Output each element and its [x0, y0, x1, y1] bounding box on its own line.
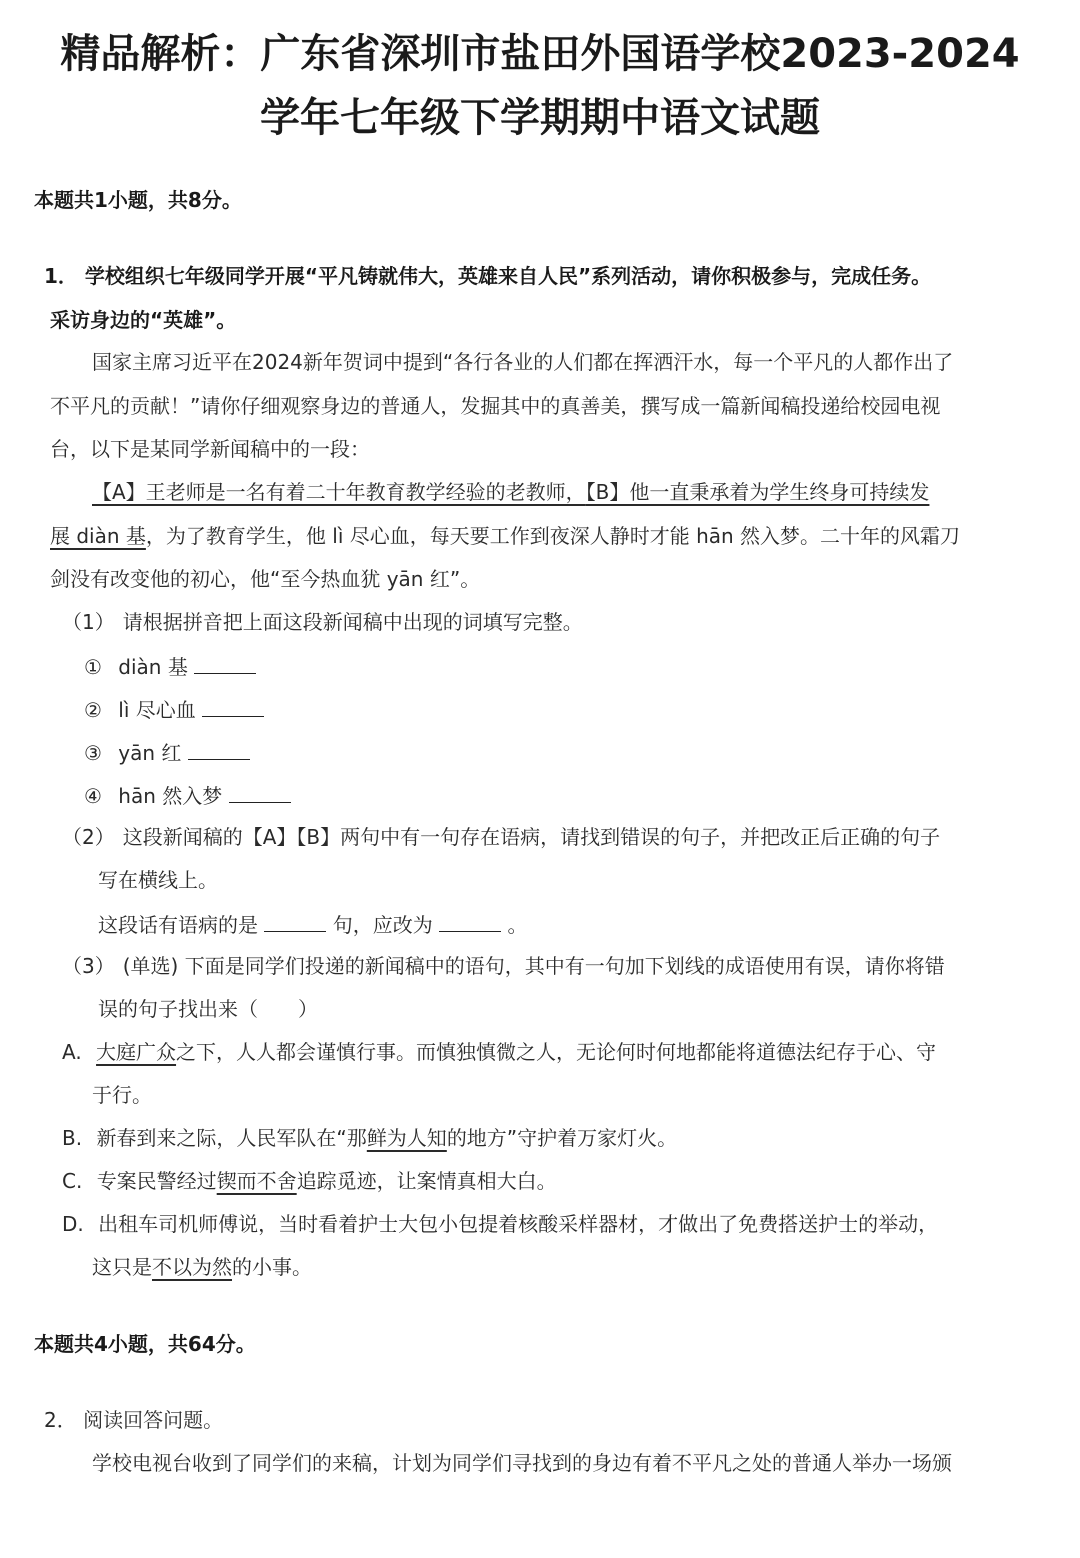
section-header: 本题共1小题，共8分。 — [34, 188, 242, 212]
option-d-cont: 这只是不以为然的小事。 — [92, 1255, 312, 1279]
correction-blank[interactable] — [439, 913, 501, 932]
answer-label: 这段话有语病的是 — [98, 913, 258, 937]
answer-blank[interactable] — [229, 784, 291, 803]
sub-text: 请根据拼音把上面这段新闻稿中出现的词填写完整。 — [122, 610, 583, 634]
sub-label: （2） — [62, 825, 115, 849]
question-2-prompt — [44, 1410, 223, 1430]
option-text: 大庭广众之下，人人都会谨慎行事。而慎独慎微之人，无论何时何地都能将道德法纪存于心、守 — [96, 1040, 937, 1064]
option-letter: A. — [62, 1040, 82, 1064]
question-number: 1． — [44, 264, 78, 288]
item-number: ④ — [84, 784, 102, 808]
sentence-a: 【A】王老师是一名有着二十年教育教学经验的老教师， — [92, 480, 586, 504]
question-2-text: 学校电视台收到了同学们的来稿，计划为同学们寻找到的身边有着不平凡之处的普通人举办一场颁 — [92, 1451, 952, 1475]
sentence-b-continued: 展 diàn 基 — [50, 524, 146, 548]
answer-blank[interactable] — [188, 741, 250, 760]
item-number: ② — [84, 698, 102, 722]
intro-line-1: 国家主席习近平在2024新年贺词中提到“各行各业的人们都在挥洒汗水，每一个平凡的人都作出了 — [92, 350, 954, 374]
sub-question-2-cont: 写在横线上。 — [98, 868, 218, 892]
question-text: 阅读回答问题。 — [83, 1408, 224, 1432]
passage-line-3: 剑没有改变他的初心，他“至今热血犹 yān 红”。 — [50, 567, 481, 591]
option-d[interactable] — [62, 1214, 938, 1234]
question-number: 2． — [44, 1408, 77, 1432]
option-b[interactable] — [62, 1128, 677, 1148]
sub-text: 这段新闻稿的【A】【B】两句中有一句存在语病，请找到错误的句子，并把改正后正确的句子 — [122, 825, 941, 849]
option-letter: B. — [62, 1126, 83, 1150]
question-text: 学校组织七年级同学开展“平凡铸就伟大，英雄来自人民”系列活动，请你积极参与，完成任务。 — [84, 264, 932, 288]
intro-line-2: 不平凡的贡献！”请你仔细观察身边的普通人，发掘其中的真善美，撰写成一篇新闻稿投递给校园电视 — [50, 394, 941, 418]
sentence-blank[interactable] — [264, 913, 326, 932]
answer-label: 。 — [507, 913, 528, 937]
option-text: 新春到来之际，人民军队在“那鲜为人知的地方”守护着万家灯火。 — [96, 1126, 678, 1150]
item-text: yān 红 — [118, 741, 182, 765]
fill-item-1 — [84, 655, 256, 677]
sub-question-2-answer — [98, 913, 527, 935]
question-1-task: 采访身边的“英雄”。 — [50, 308, 237, 332]
option-a-cont: 于行。 — [92, 1083, 152, 1107]
sub-question-3 — [62, 956, 945, 976]
option-a[interactable] — [62, 1042, 936, 1062]
option-text: 出租车司机师傅说，当时看着护士大包小包提着核酸采样器材，才做出了免费搭送护士的举动， — [98, 1212, 939, 1236]
underlined-idiom: 不以为然 — [152, 1255, 232, 1279]
answer-label: 句，应改为 — [332, 913, 433, 937]
option-text: 专案民警经过锲而不舍追踪觅迹，让案情真相大白。 — [96, 1169, 557, 1193]
underlined-idiom: 锲而不舍 — [216, 1169, 297, 1193]
sub-question-3-cont: 误的句子找出来（ ） — [98, 997, 318, 1021]
fill-item-4 — [84, 784, 291, 806]
passage-text: ，为了教育学生，他 lì 尽心血，每天要工作到夜深人静时才能 hān 然入梦。二十年的风霜刀 — [145, 524, 961, 548]
option-letter: C. — [62, 1169, 83, 1193]
sub-label: （1） — [62, 610, 115, 634]
section-header-2: 本题共4小题，共64分。 — [34, 1332, 256, 1356]
doc-title-line-1: 精品解析：广东省深圳市盐田外国语学校2023-2024 — [60, 31, 1020, 77]
option-c[interactable] — [62, 1171, 557, 1191]
item-number: ① — [84, 655, 102, 679]
option-letter: D. — [62, 1212, 84, 1236]
fill-item-2 — [84, 698, 264, 720]
passage-line-2 — [50, 526, 960, 546]
item-text: hān 然入梦 — [118, 784, 223, 808]
intro-line-3: 台，以下是某同学新闻稿中的一段： — [50, 437, 370, 461]
sub-question-1 — [62, 612, 583, 632]
item-text: lì 尽心血 — [118, 698, 196, 722]
item-number: ③ — [84, 741, 102, 765]
sub-label: （3） — [62, 954, 115, 978]
fill-item-3 — [84, 741, 250, 763]
doc-title-line-2: 学年七年级下学期期中语文试题 — [260, 95, 820, 141]
question-1-prompt — [44, 266, 931, 286]
answer-blank[interactable] — [202, 698, 264, 717]
underlined-idiom: 鲜为人知 — [366, 1126, 447, 1150]
sentence-b: 【B】他一直秉承着为学生终身可持续发 — [585, 480, 930, 504]
item-text: diàn 基 — [118, 655, 188, 679]
answer-blank[interactable] — [194, 655, 256, 674]
passage-line-1 — [92, 482, 929, 502]
sub-text: (单选) 下面是同学们投递的新闻稿中的语句，其中有一句加下划线的成语使用有误，请你将错 — [122, 954, 945, 978]
underlined-idiom: 大庭广众 — [96, 1040, 177, 1064]
sub-question-2 — [62, 827, 940, 847]
